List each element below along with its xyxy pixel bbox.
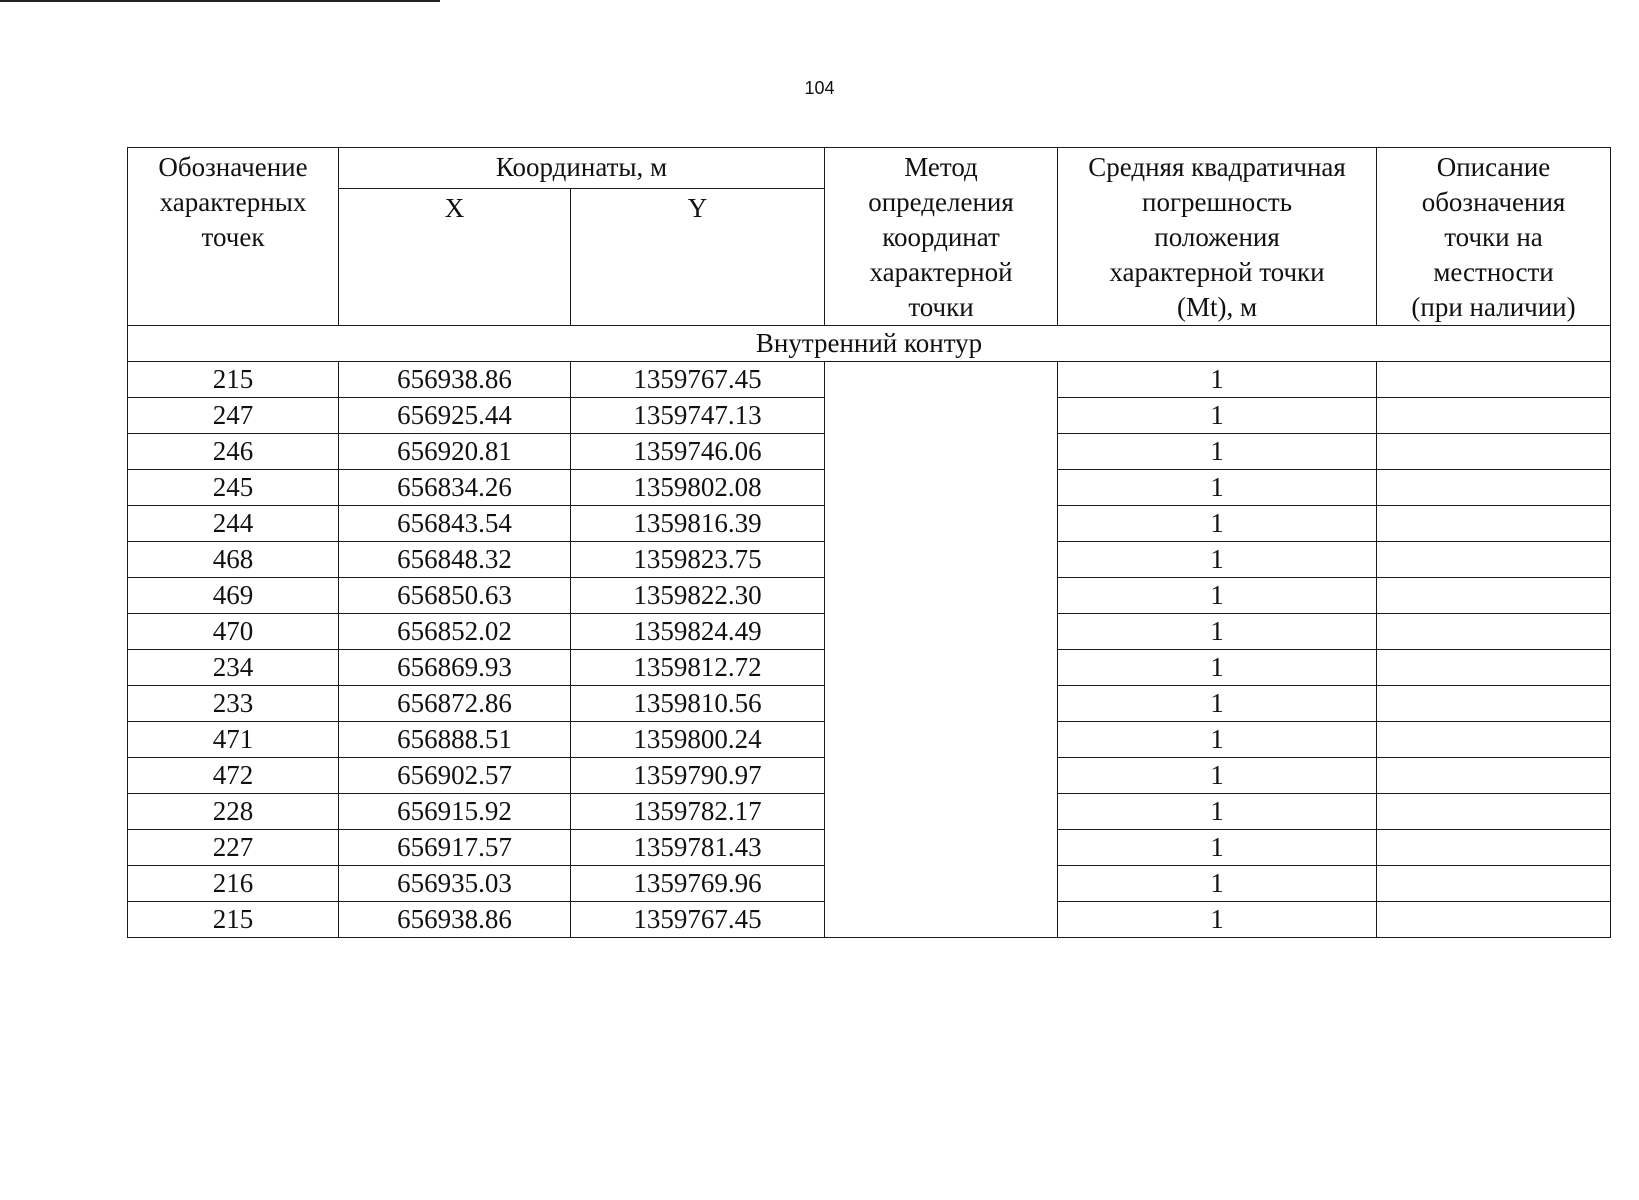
cell-description bbox=[1377, 902, 1611, 938]
cell-point: 244 bbox=[128, 506, 339, 542]
cell-mt: 1 bbox=[1058, 902, 1377, 938]
cell-x: 656935.03 bbox=[339, 866, 571, 902]
cell-method bbox=[825, 362, 1058, 938]
cell-x: 656834.26 bbox=[339, 470, 571, 506]
cell-y: 1359802.08 bbox=[571, 470, 825, 506]
cell-point: 471 bbox=[128, 722, 339, 758]
cell-y: 1359823.75 bbox=[571, 542, 825, 578]
page-number: 104 bbox=[804, 78, 835, 98]
cell-mt: 1 bbox=[1058, 722, 1377, 758]
cell-point: 470 bbox=[128, 614, 339, 650]
cell-point: 468 bbox=[128, 542, 339, 578]
cell-description bbox=[1377, 758, 1611, 794]
table-row bbox=[128, 362, 1611, 398]
cell-point: 215 bbox=[128, 362, 339, 398]
cell-x: 656917.57 bbox=[339, 830, 571, 866]
cell-description bbox=[1377, 686, 1611, 722]
cell-x: 656915.92 bbox=[339, 794, 571, 830]
cell-x: 656938.86 bbox=[339, 362, 571, 398]
cell-y: 1359769.96 bbox=[571, 866, 825, 902]
header-coordinates: Координаты, м bbox=[339, 148, 825, 189]
cell-y: 1359824.49 bbox=[571, 614, 825, 650]
cell-description bbox=[1377, 434, 1611, 470]
cell-description bbox=[1377, 542, 1611, 578]
cell-description bbox=[1377, 866, 1611, 902]
cell-mt: 1 bbox=[1058, 542, 1377, 578]
cell-y: 1359746.06 bbox=[571, 434, 825, 470]
cell-mt: 1 bbox=[1058, 506, 1377, 542]
cell-y: 1359781.43 bbox=[571, 830, 825, 866]
cell-y: 1359810.56 bbox=[571, 686, 825, 722]
header-y: Y bbox=[571, 188, 825, 325]
cell-x: 656938.86 bbox=[339, 902, 571, 938]
cell-x: 656869.93 bbox=[339, 650, 571, 686]
cell-mt: 1 bbox=[1058, 614, 1377, 650]
cell-point: 234 bbox=[128, 650, 339, 686]
cell-description bbox=[1377, 794, 1611, 830]
cell-y: 1359822.30 bbox=[571, 578, 825, 614]
cell-point: 469 bbox=[128, 578, 339, 614]
cell-description bbox=[1377, 722, 1611, 758]
cell-mt: 1 bbox=[1058, 398, 1377, 434]
cell-y: 1359816.39 bbox=[571, 506, 825, 542]
header-point-designation: Обозначение характерных точек bbox=[128, 148, 339, 326]
cell-mt: 1 bbox=[1058, 362, 1377, 398]
cell-y: 1359800.24 bbox=[571, 722, 825, 758]
coordinates-table bbox=[127, 147, 1611, 938]
section-title: Внутренний контур bbox=[128, 326, 1611, 362]
cell-description bbox=[1377, 650, 1611, 686]
cell-x: 656925.44 bbox=[339, 398, 571, 434]
cell-description bbox=[1377, 614, 1611, 650]
header-rmse: Средняя квадратичная погрешность положения характерной точки (Mt), м bbox=[1058, 148, 1377, 326]
cell-mt: 1 bbox=[1058, 578, 1377, 614]
cell-x: 656902.57 bbox=[339, 758, 571, 794]
cell-point: 247 bbox=[128, 398, 339, 434]
cell-description bbox=[1377, 470, 1611, 506]
cell-y: 1359812.72 bbox=[571, 650, 825, 686]
header-x: X bbox=[339, 188, 571, 325]
cell-point: 472 bbox=[128, 758, 339, 794]
cell-x: 656872.86 bbox=[339, 686, 571, 722]
cell-mt: 1 bbox=[1058, 794, 1377, 830]
cell-x: 656888.51 bbox=[339, 722, 571, 758]
cell-description bbox=[1377, 830, 1611, 866]
cell-y: 1359782.17 bbox=[571, 794, 825, 830]
cell-point: 246 bbox=[128, 434, 339, 470]
cell-mt: 1 bbox=[1058, 686, 1377, 722]
cell-mt: 1 bbox=[1058, 830, 1377, 866]
cell-description bbox=[1377, 506, 1611, 542]
cell-x: 656843.54 bbox=[339, 506, 571, 542]
cell-point: 245 bbox=[128, 470, 339, 506]
cell-y: 1359747.13 bbox=[571, 398, 825, 434]
cell-y: 1359767.45 bbox=[571, 902, 825, 938]
cell-x: 656850.63 bbox=[339, 578, 571, 614]
cell-x: 656852.02 bbox=[339, 614, 571, 650]
cell-point: 227 bbox=[128, 830, 339, 866]
cell-mt: 1 bbox=[1058, 758, 1377, 794]
header-method: Метод определения координат характерной точки bbox=[825, 148, 1058, 326]
cell-y: 1359790.97 bbox=[571, 758, 825, 794]
section-row bbox=[128, 326, 1611, 362]
cell-x: 656920.81 bbox=[339, 434, 571, 470]
header-description: Описание обозначения точки на местности (при наличии) bbox=[1377, 148, 1611, 326]
cell-point: 216 bbox=[128, 866, 339, 902]
cell-mt: 1 bbox=[1058, 434, 1377, 470]
cell-mt: 1 bbox=[1058, 866, 1377, 902]
scan-edge-line bbox=[0, 0, 440, 2]
cell-x: 656848.32 bbox=[339, 542, 571, 578]
cell-mt: 1 bbox=[1058, 650, 1377, 686]
cell-point: 228 bbox=[128, 794, 339, 830]
cell-y: 1359767.45 bbox=[571, 362, 825, 398]
cell-description bbox=[1377, 362, 1611, 398]
cell-description bbox=[1377, 398, 1611, 434]
cell-point: 233 bbox=[128, 686, 339, 722]
cell-description bbox=[1377, 578, 1611, 614]
cell-mt: 1 bbox=[1058, 470, 1377, 506]
cell-point: 215 bbox=[128, 902, 339, 938]
